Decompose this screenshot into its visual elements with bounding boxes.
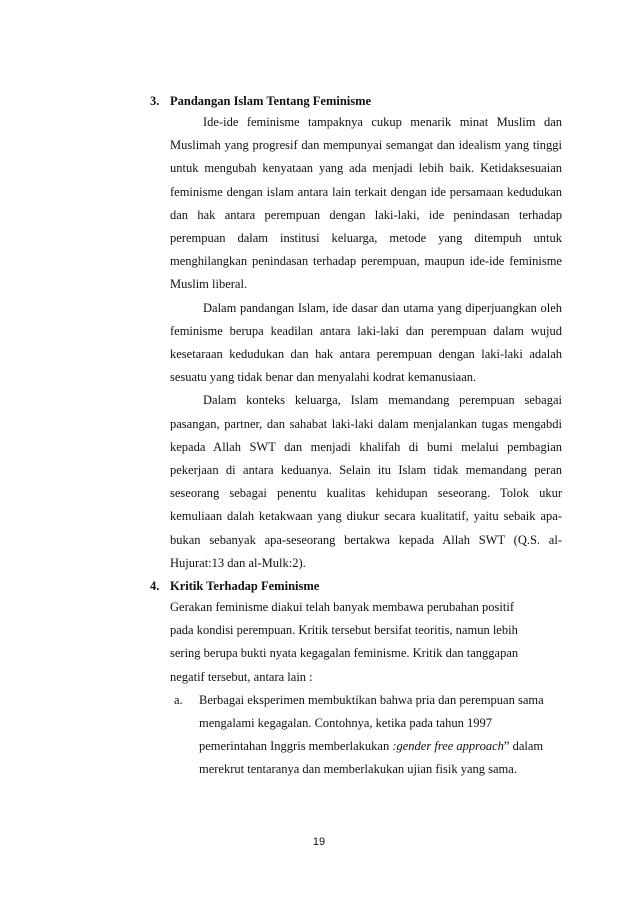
section-3-paragraph-2: Dalam pandangan Islam, ide dasar dan utama yang diperjuangkan oleh feminisme berupa keadilan antara laki-laki dan perempuan dalam wujud kesetaraan kedudukan dan hak antara perempuan dengan laki-laki adalah sesuatu yang tidak benar dan menyalahi kodrat kemanusiaan. (170, 300, 562, 385)
section-4-number: 4. (150, 579, 160, 593)
section-3 (150, 91, 562, 575)
section-3-paragraph-1: Ide-ide feminisme tampaknya cukup menarik minat Muslim dan Muslimah yang progresif dan mempunyai semangat dan idealism yang tinggi untuk mengubah kenyataan yang ada menjadi lebih baik. Ketidaksesuaian feminisme dengan islam antara lain terkait dengan ide persamaan kedudukan dan hak antara perempuan dengan laki-laki, ide penindasan terhadap perempuan dalam institusi keluarga, metode yang ditempuh untuk menghilangkan penindasan terhadap perempuan, maupun ide-ide feminisme Muslim liberal. (170, 115, 562, 292)
list-item-text-after: ” dalam merekrut tentaranya dan memberlakukan ujian fisik yang sama. (199, 739, 544, 777)
list-item-a (150, 689, 544, 782)
list-item-label: a. (174, 692, 183, 707)
section-3-title: Pandangan Islam Tentang Feminisme (170, 94, 372, 108)
section-4 (150, 576, 562, 782)
section-3-paragraph-3: Dalam konteks keluarga, Islam memandang perempuan sebagai pasangan, partner, dan sahabat laki-laki dalam menjalankan tugas mengabdi kepada Allah SWT dan menjadi khalifah di bumi melalui pembagian pekerjaan di antara keduanya. Selain itu Islam tidak memandang peran seseorang sebagai penentu kualitas kehidupan seseorang. Tolok ukur kemuliaan dalah ketakwaan yang diukur secara kualitatif, yaitu sebaik apa-bukan sebanyak apa-seseorang bertakwa kepada Allah SWT (Q.S. al-Hujurat:13 dan al-Mulk:2). (170, 393, 562, 570)
section-4-title: Kritik Terhadap Feminisme (170, 579, 320, 593)
section-4-intro: Gerakan feminisme diakui telah banyak membawa perubahan positif pada kondisi perempuan. Kritik tersebut bersifat teoritis, namun lebih sering berupa bukti nyata kegagalan feminisme. Kritik dan tanggapan negatif tersebut, antara lain : (170, 600, 519, 684)
list-item-text-before: Berbagai eksperimen membuktikan bahwa pria dan perempuan sama mengalami kegagalan. Contohnya, ketika pada tahun 1997 pemerintahan Inggris memberlakukan (199, 692, 544, 754)
section-4-heading (150, 576, 562, 596)
section-3-number: 3. (150, 94, 160, 108)
section-3-heading (150, 91, 562, 111)
list-item-text-italic: :gender free approach (392, 739, 504, 754)
page-number: 19 (312, 836, 326, 848)
